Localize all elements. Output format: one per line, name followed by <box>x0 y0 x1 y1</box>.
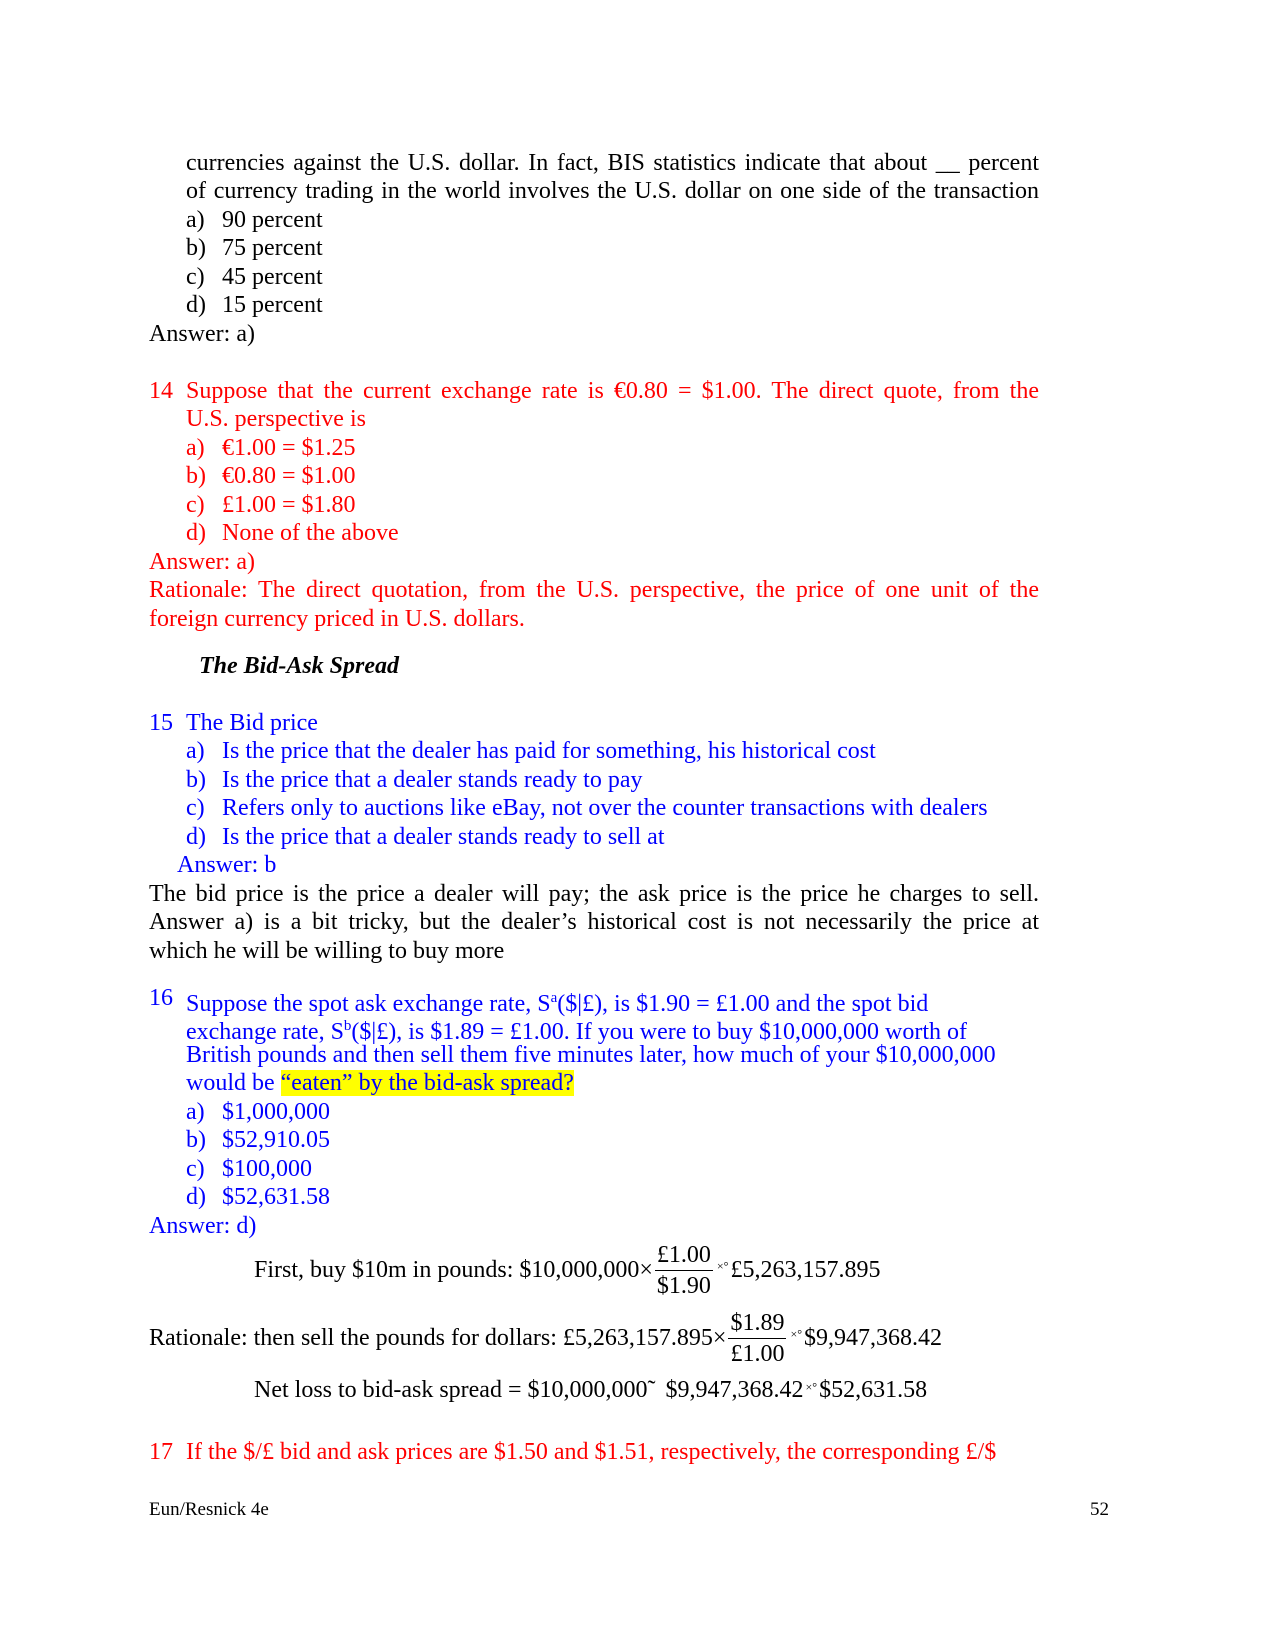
option-text: $100,000 <box>222 1156 312 1182</box>
q15-explanation-line-2: Answer a) is a bit tricky, but the dealer’s historical cost is not necessarily the price at <box>149 909 1039 935</box>
q16-line-3: British pounds and then sell them five minutes later, how much of your $10,000,000 <box>186 1042 996 1068</box>
option-text: 90 percent <box>222 207 323 233</box>
equation-text: then sell the pounds for dollars: £5,263,157.895× <box>253 1325 727 1351</box>
q13-line-1: currencies against the U.S. dollar. In fact, BIS statistics indicate that about __ percent <box>186 150 1039 176</box>
option-text: $52,631.58 <box>222 1184 330 1210</box>
q16-answer: Answer: d) <box>149 1213 257 1239</box>
equation-step-1 <box>254 1240 880 1301</box>
approx-symbol: ×° <box>805 1380 818 1395</box>
equation-result: £5,263,157.895 <box>730 1257 881 1283</box>
footer-source: Eun/Resnick 4e <box>149 1499 269 1520</box>
option-label: c) <box>186 795 205 821</box>
option-text: Is the price that a dealer stands ready to sell at <box>222 824 665 850</box>
equation-step-2 <box>149 1308 942 1369</box>
q15-option-d <box>186 823 665 851</box>
q15-explanation-line-3: which he will be willing to buy more <box>149 938 505 964</box>
text: would be <box>186 1070 281 1096</box>
option-text: $52,910.05 <box>222 1127 330 1153</box>
equation-text: Net loss to bid-ask spread = $10,000,000̃ $9,947,368.42 <box>254 1377 804 1403</box>
q15-option-a <box>186 737 876 765</box>
fraction-numerator: $1.89 <box>728 1308 786 1339</box>
option-text: $1,000,000 <box>222 1099 330 1125</box>
q16-line-4 <box>186 1069 574 1097</box>
equation-step-3 <box>254 1376 927 1405</box>
q14-rationale-line-1: Rationale: The direct quotation, from the U.S. perspective, the price of one unit of the <box>149 577 1039 603</box>
q15-answer: Answer: b <box>177 852 277 878</box>
q14-option-b <box>186 462 356 490</box>
q15-number: 15 <box>149 710 173 736</box>
option-label: b) <box>186 767 206 793</box>
option-label: d) <box>186 292 206 318</box>
option-label: c) <box>186 264 205 290</box>
q14-option-c <box>186 491 356 519</box>
q16-number: 16 <box>149 985 173 1011</box>
option-label: c) <box>186 492 205 518</box>
q17-line-1: If the $/£ bid and ask prices are $1.50 and $1.51, respectively, the corresponding £/$ <box>186 1439 997 1465</box>
q15-option-b <box>186 766 643 794</box>
option-label: c) <box>186 1156 205 1182</box>
option-label: b) <box>186 463 206 489</box>
option-label: a) <box>186 207 205 233</box>
fraction <box>728 1308 786 1369</box>
q13-option-d <box>186 291 323 319</box>
option-label: b) <box>186 235 206 261</box>
q15-question: The Bid price <box>186 710 318 736</box>
option-label: a) <box>186 738 205 764</box>
highlighted-text: “eaten” by the bid-ask spread? <box>280 1070 574 1096</box>
fraction-denominator: £1.00 <box>730 1341 785 1367</box>
q13-option-a <box>186 206 323 234</box>
option-text: €0.80 = $1.00 <box>222 463 356 489</box>
q14-line-1: Suppose that the current exchange rate is €0.80 = $1.00. The direct quote, from the <box>186 378 1039 404</box>
option-text: 15 percent <box>222 292 323 318</box>
option-label: d) <box>186 824 206 850</box>
q16-option-b <box>186 1126 330 1154</box>
option-label: d) <box>186 1184 206 1210</box>
superscript: b <box>343 1018 352 1034</box>
q14-number: 14 <box>149 378 173 404</box>
option-text: Refers only to auctions like eBay, not over the counter transactions with dealers <box>222 795 988 821</box>
text: ($|£), is $1.90 = £1.00 and the spot bid <box>557 991 929 1017</box>
q16-option-a <box>186 1098 330 1126</box>
fraction <box>655 1240 713 1301</box>
option-label: d) <box>186 520 206 546</box>
q13-line-2: of currency trading in the world involves the U.S. dollar on one side of the transaction <box>186 178 1039 204</box>
q14-option-d <box>186 519 399 547</box>
option-text: £1.00 = $1.80 <box>222 492 356 518</box>
text: Suppose the spot ask exchange rate, S <box>186 991 551 1017</box>
rationale-label: Rationale: <box>149 1325 248 1351</box>
q14-option-a <box>186 434 356 462</box>
q16-option-d <box>186 1183 330 1211</box>
option-text: €1.00 = $1.25 <box>222 435 356 461</box>
option-text: 75 percent <box>222 235 323 261</box>
equation-text: First, buy $10m in pounds: $10,000,000× <box>254 1257 653 1283</box>
q17-number: 17 <box>149 1439 173 1465</box>
option-text: 45 percent <box>222 264 323 290</box>
fraction-denominator: $1.90 <box>656 1273 711 1299</box>
equation-result: $9,947,368.42 <box>804 1325 943 1351</box>
text: ($|£), is $1.89 = £1.00. If you were to buy $10,000,000 worth of <box>351 1019 968 1045</box>
option-label: a) <box>186 435 205 461</box>
q13-answer: Answer: a) <box>149 321 255 347</box>
q16-option-c <box>186 1155 312 1183</box>
option-text: Is the price that the dealer has paid for something, his historical cost <box>222 738 876 764</box>
q14-rationale-line-2: foreign currency priced in U.S. dollars. <box>149 606 525 632</box>
option-label: a) <box>186 1099 205 1125</box>
text: exchange rate, S <box>186 1019 344 1045</box>
q14-answer: Answer: a) <box>149 549 255 575</box>
q15-option-c <box>186 794 988 822</box>
option-text: Is the price that a dealer stands ready to pay <box>222 767 643 793</box>
equation-result: $52,631.58 <box>819 1377 928 1403</box>
q15-explanation-line-1: The bid price is the price a dealer will pay; the ask price is the price he charges to sell. <box>149 881 1039 907</box>
q14-line-2: U.S. perspective is <box>186 406 366 432</box>
option-text: None of the above <box>222 520 399 546</box>
option-label: b) <box>186 1127 206 1153</box>
fraction-numerator: £1.00 <box>655 1240 713 1271</box>
approx-symbol: ×° <box>790 1327 803 1341</box>
approx-symbol: ×° <box>716 1259 729 1273</box>
superscript: a <box>550 990 558 1006</box>
q13-option-b <box>186 234 323 262</box>
q13-option-c <box>186 263 323 291</box>
section-heading: The Bid-Ask Spread <box>199 653 400 679</box>
page-number: 52 <box>1090 1499 1109 1520</box>
